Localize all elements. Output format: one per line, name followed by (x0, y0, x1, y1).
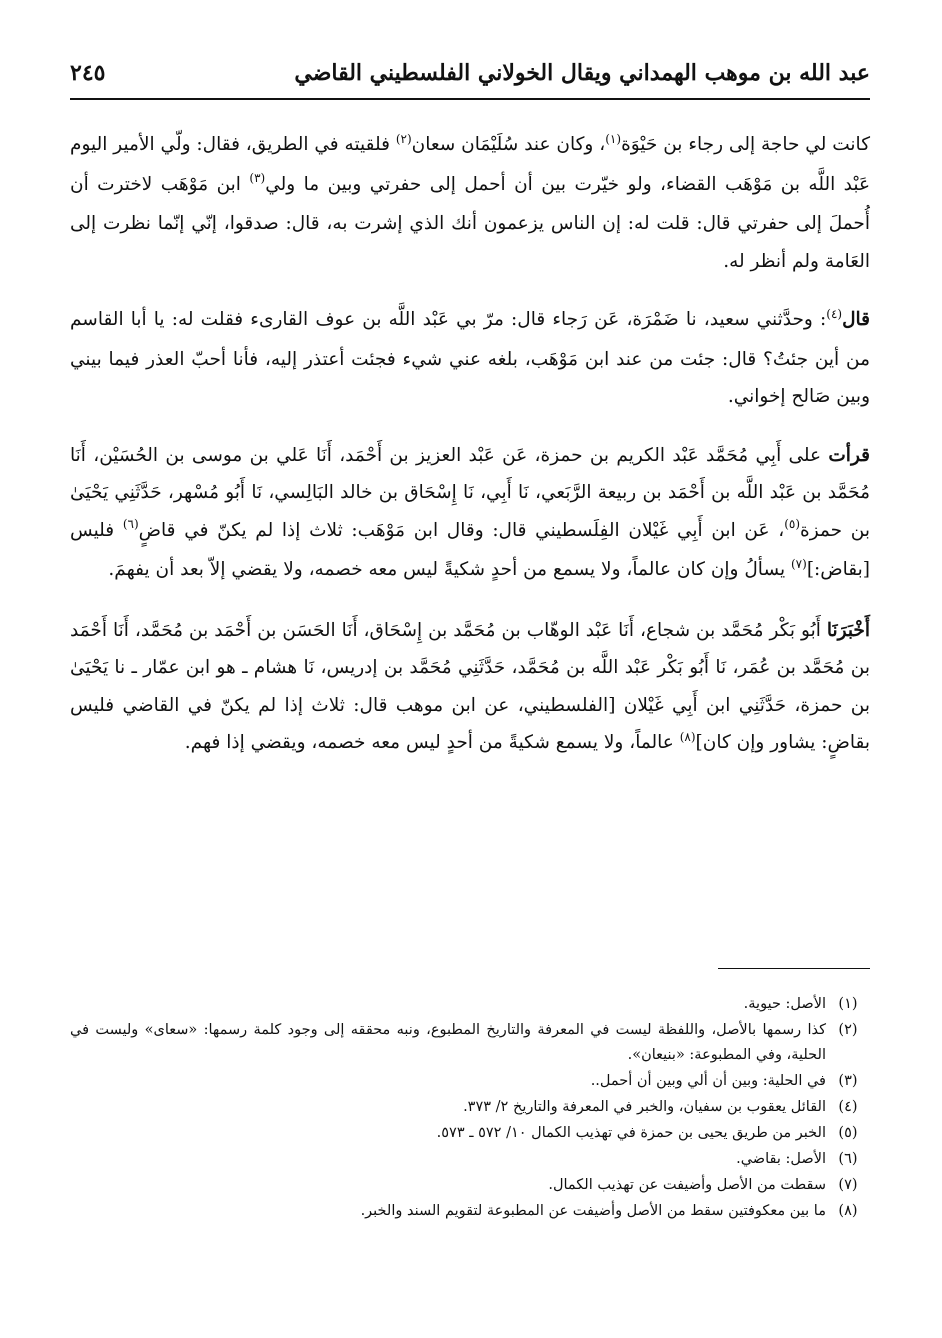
footnote-ref-4[interactable]: (٤) (826, 306, 843, 321)
footnote-text: في الحلية: وبين أن ألي وبين أن أحمل.. (590, 1073, 826, 1089)
footnote-item (70, 992, 870, 1017)
footnote-text: القائل يعقوب بن سفيان، والخبر في المعرفة والتاريخ ٢/ ٣٧٣. (463, 1099, 826, 1115)
footnote-item (70, 1199, 870, 1224)
header-rule (70, 98, 870, 100)
footnote-item (70, 1095, 870, 1120)
footnote-ref-6[interactable]: (٦) (122, 517, 139, 532)
footnotes-list (70, 992, 870, 1225)
footnote-item (70, 1121, 870, 1146)
footnote-text: كذا رسمها بالأصل، واللفظة ليست في المعرفة والتاريخ المطبوع، ونبه محققه إلى وجود كلمة رسمها: «سعاى» وليست في الحلية، وفي المطبوعة: «بنيعان». (70, 1022, 826, 1063)
paragraph-lead-word: قرأت (828, 444, 870, 466)
main-text (70, 126, 870, 785)
running-header (70, 58, 870, 98)
footnote-number: (٦) (838, 1151, 858, 1167)
text-run: ، وكان عند سُلَيْمَان سعان (411, 134, 606, 155)
chapter-title: عبد الله بن موهب الهمداني ويقال الخولاني الفلسطيني القاضي (294, 60, 870, 86)
footnote-text: الأصل: بقاضي. (736, 1151, 826, 1167)
footnote-item (70, 1147, 870, 1172)
footnote-number: (٣) (838, 1073, 858, 1089)
footnote-ref-7[interactable]: (٧) (790, 556, 807, 571)
footnote-number: (٥) (838, 1125, 858, 1141)
text-run: أَبُو بَكْر مُحَمَّد بن شجاع، أَنَا عَبْد الوهّاب بن مُحَمَّد بن إِسْحَاق، أَنَا الحَسَن بن أَحْمَد بن مُحَمَّد، أَنَا أَحْمَد بن مُحَمَّد بن عُمَر، نَا أَبُو بَكْر عَبْد اللَّه بن مُحَمَّد، حَدَّثَنِي مُحَمَّد بن إدريس، نَا هشام ـ هو ابن عمّار ـ نا يَحْيَىٰ بن حمزة، حَدَّثَنِي ابن أَبِي غَيْلان [الفلسطيني، عن ابن موهب قال: ثلاث إذا لم يكنّ في القاضي فليس بقاضٍ: يشاور وإن كان] (70, 619, 870, 753)
footnote-number: (٨) (838, 1203, 858, 1219)
footnote-number: (٧) (838, 1177, 858, 1193)
text-run: ابن مَوْهَب لاخترت أن أُحملَ إلى حفرتي قال: قلت له: إن الناس يزعمون أنك الذي إشرت به، قال: صدقوا، إنّي إنّما نظرت إلى العَامة ولم أنظر له. (70, 173, 870, 272)
footnote-text: سقطت من الأصل وأضيفت عن تهذيب الكمال. (548, 1177, 826, 1193)
footnote-ref-3[interactable]: (٣) (249, 171, 266, 186)
footnote-item (70, 1069, 870, 1094)
text-run: فلقيته في الطريق، فقال: ولّي الأمير اليوم عَبْد اللَّه بن مَوْهَب القضاء، ولو خيّرت بين أن أحمل إلى حفرتي وبين ما ولي (70, 134, 871, 195)
footnote-ref-5[interactable]: (٥) (784, 517, 801, 532)
footnote-text: الخبر من طريق يحيى بن حمزة في تهذيب الكمال ١٠/ ٥٧٢ ـ ٥٧٣. (436, 1125, 826, 1141)
footnote-separator (718, 968, 870, 969)
text-run: على أَبِي مُحَمَّد عَبْد الكريم بن حمزة، عَن عَبْد العزيز بن أَحْمَد، أَنَا عَلي بن موسى بن الحُسَيْن، أَنَا مُحَمَّد بن عَبْد اللَّه بن أَحْمَد بن ربيعة الرَّبَعي، نَا أَبِي، نَا إِسْحَاق بن خالد البَالِسي، نَا أَبُو مُسْهر، حَدَّثَنِي يَحْيَىٰ بن حمزة (70, 444, 870, 541)
paragraph-4 (70, 612, 870, 764)
footnote-item (70, 1173, 870, 1198)
paragraph-lead-word: أَخْبَرَنَا (826, 619, 870, 641)
footnote-number: (٢) (838, 1022, 858, 1038)
text-run: فليس [بقاض:] (70, 519, 870, 580)
text-run: : وحدَّثني سعيد، نا ضَمْرَة، عَن رَجاء قال: مرّ بي عَبْد اللَّه بن عوف القارىء فقلت له: يا أبا القاسم من أين جئتُ؟ قال: جئت من عند ابن مَوْهَب، بلغه عني شيء فجئت أعتذر إليه، فأنا أحبّ العذر فيما بيني وبين صَالح إخواني. (70, 309, 870, 407)
text-run: يسألُ وإن كان عالماً، ولا يسمع من أحدٍ شكيةً ليس معه خصمه، ولا يقضي إلاّ بعد أن يفهمَ. (108, 559, 791, 580)
footnote-number: (١) (838, 996, 858, 1012)
paragraph-1 (70, 126, 870, 280)
paragraph-2 (70, 301, 870, 416)
paragraph-3 (70, 437, 870, 591)
footnote-ref-1[interactable]: (١) (605, 131, 622, 146)
footnote-ref-8[interactable]: (٨) (679, 729, 696, 744)
footnote-number: (٤) (838, 1099, 858, 1115)
footnote-item (70, 1018, 870, 1068)
text-run: عالماً، ولا يسمع شكيةً من أحدٍ ليس معه خصمه، ويقضي إذا فهم. (184, 732, 680, 753)
footnote-ref-2[interactable]: (٢) (395, 131, 412, 146)
text-run: كانت لي حاجة إلى رجاء بن حَيْوَة (621, 134, 870, 155)
footnote-text: ما بين معكوفتين سقط من الأصل وأضيفت عن المطبوعة لتقويم السند والخبر. (360, 1203, 826, 1219)
footnote-text: الأصل: حيوية. (743, 996, 826, 1012)
text-run: ، عَن ابن أَبِي غَيْلان الفِلَسطيني قال: وقال ابن مَوْهَب: ثلاث إذا لم يكنّ في قاضٍ (138, 519, 785, 541)
page-number: ٢٤٥ (70, 60, 106, 86)
paragraph-lead-word: قال (842, 309, 870, 330)
